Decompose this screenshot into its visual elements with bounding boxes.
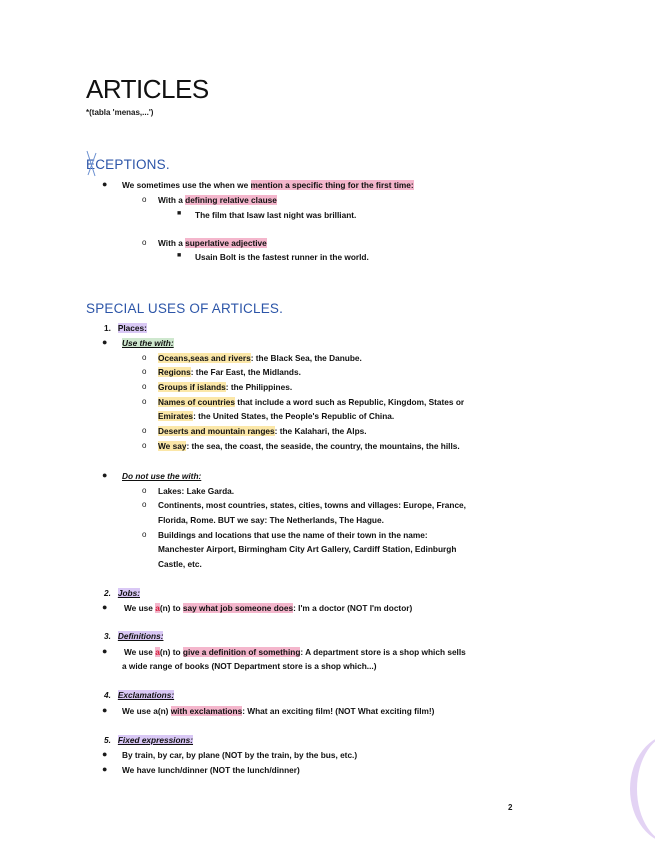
list-item-continued: Florida, Rome. BUT we say: The Netherlands, The Hague. [158,515,384,525]
numbered-item-jobs: 2. Jobs: [104,588,140,598]
list-item: We use a(n) to give a definition of something: A department store is a shop which sells [124,647,466,657]
list-item: Lakes: Lake Garda. [158,486,235,496]
list-item: Buildings and locations that use the name of their town in the name: [158,530,428,540]
list-item: We use a(n) to say what job someone does: I'm a doctor (NOT I'm doctor) [124,603,413,613]
handwritten-mark [84,149,100,179]
example-text: Usain Bolt is the fastest runner in the world. [195,252,369,262]
list-item: We sometimes use the when we mention a specific thing for the first time: [122,180,414,190]
bullet-icon: ● [102,749,108,759]
list-item: Oceans,seas and rivers: the Black Sea, the Danube. [158,353,362,363]
list-item: We have lunch/dinner (NOT the lunch/dinner) [122,765,300,775]
circle-bullet-icon: o [142,195,147,204]
page-subtitle: *(tabla 'menas,...') [86,108,154,117]
circle-bullet-icon: o [142,441,147,450]
list-item: With a defining relative clause [158,195,277,205]
circle-bullet-icon: o [142,486,147,495]
bullet-icon: ● [102,602,108,612]
list-item: Groups if islands: the Philippines. [158,382,293,392]
square-bullet-icon: ■ [177,252,182,259]
circle-bullet-icon: o [142,238,147,247]
list-item: Regions: the Far East, the Midlands. [158,367,301,377]
bullet-icon: ● [102,337,108,347]
list-item: We say: the sea, the coast, the seaside, the country, the mountains, the hills. [158,441,460,451]
list-item: Continents, most countries, states, cities, towns and villages: Europe, France, [158,500,466,510]
heading-first-letter: E [86,157,96,172]
bullet-icon: ● [102,470,108,480]
list-item: Names of countries that include a word such as Republic, Kingdom, States or [158,397,465,407]
circle-bullet-icon: o [142,426,147,435]
page-number: 2 [508,803,513,812]
list-item-continued: Manchester Airport, Birmingham City Art Gallery, Cardiff Station, Edinburgh [158,544,457,554]
circle-bullet-icon: o [142,353,147,362]
circle-bullet-icon: o [142,382,147,391]
bullet-icon: ● [102,764,108,774]
bullet-icon: ● [102,705,108,715]
circle-bullet-icon: o [142,397,147,406]
example-text: The film that Isaw last night was brilliant. [195,210,357,220]
list-item: We use a(n) with exclamations: What an exciting film! (NOT What exciting film!) [122,706,435,716]
list-item: Deserts and mountain ranges: the Kalahari, the Alps. [158,426,367,436]
circle-bullet-icon: o [142,367,147,376]
special-uses-heading: SPECIAL USES OF ARTICLES. [86,301,284,316]
list-item: With a superlative adjective [158,238,267,248]
numbered-item-exclamations: 4. Exclamations: [104,690,175,700]
circle-bullet-icon: o [142,500,147,509]
subheading: Do not use the with: [122,471,202,481]
list-item-continued: Emirates: the United States, the People's Republic of China. [158,411,395,421]
square-bullet-icon: ■ [177,210,182,217]
heading-rest: CEPTIONS. [95,157,170,172]
numbered-item-definitions: 3. Definitions: [104,631,164,641]
subheading: Use the with: [122,338,174,348]
decorative-arc [630,734,655,844]
page-title: ARTICLES [86,74,209,104]
bullet-icon: ● [102,646,108,656]
list-item: By train, by car, by plane (NOT by the train, by the bus, etc.) [122,750,358,760]
list-item-continued: Castle, etc. [158,559,202,569]
circle-bullet-icon: o [142,530,147,539]
numbered-item-fixed-expressions: 5. Fixed expressions: [104,735,194,745]
list-item-continued: a wide range of books (NOT Department store is a shop which...) [122,661,377,671]
bullet-icon: ● [102,179,108,189]
numbered-item-places: 1. Places: [104,323,147,333]
